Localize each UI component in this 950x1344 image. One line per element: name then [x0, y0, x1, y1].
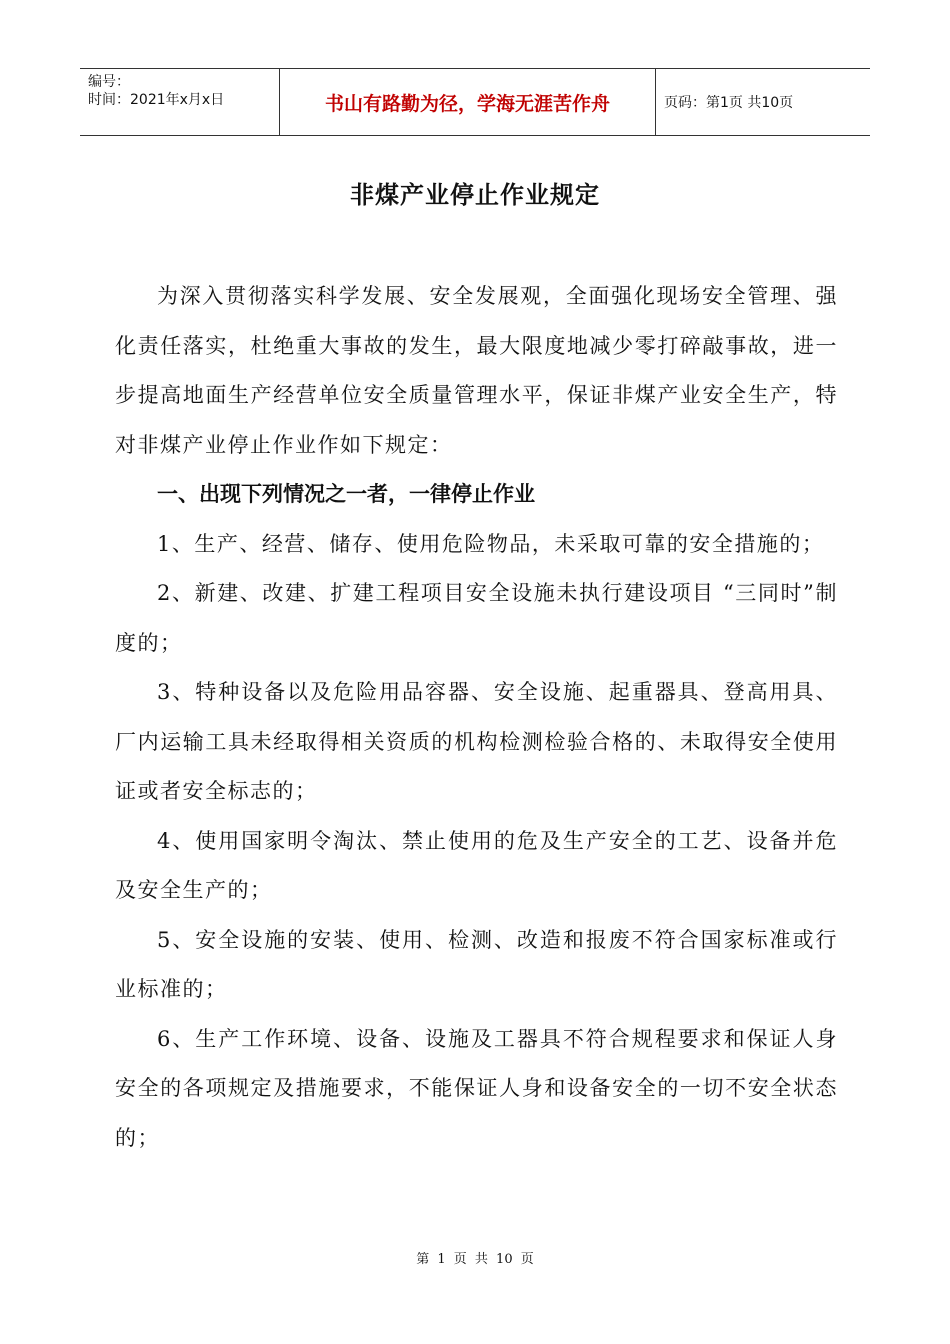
list-item: 5、安全设施的安装、使用、检测、改造和报废不符合国家标准或行业标准的；	[115, 927, 838, 1001]
document-title: 非煤产业停止作业规定	[350, 181, 600, 209]
document-header	[80, 68, 870, 136]
section-heading-1: 一、出现下列情况之一者，一律停止作业	[157, 482, 535, 506]
document-date-label: 时间：2021年x月x日	[88, 92, 225, 108]
intro-paragraph: 为深入贯彻落实科学发展、安全发展观，全面强化现场安全管理、强化责任落实，杜绝重大事故的发生，最大限度地减少零打碎敲事故，进一步提高地面生产经营单位安全质量管理水平，保证非煤产业安全生产，特对非煤产业停止作业作如下规定：	[115, 284, 838, 457]
document-number-label: 编号：	[88, 74, 130, 90]
list-item: 2、新建、改建、扩建工程项目安全设施未执行建设项目 “三同时”制度的；	[115, 581, 838, 655]
list-item: 6、生产工作环境、设备、设施及工器具不符合规程要求和保证人身安全的各项规定及措施要求，不能保证人身和设备安全的一切不安全状态的；	[115, 1026, 838, 1150]
header-motto: 书山有路勤为径，学海无涯苦作舟	[280, 69, 656, 135]
header-meta-cell	[80, 69, 280, 135]
page-footer: 第 1 页 共 10 页	[416, 1252, 534, 1267]
document-body	[115, 272, 838, 1163]
list-item: 1、生产、经营、储存、使用危险物品，未采取可靠的安全措施的；	[157, 531, 825, 556]
list-item: 4、使用国家明令淘汰、禁止使用的危及生产安全的工艺、设备并危及安全生产的；	[115, 828, 838, 902]
header-page-info: 页码：第1页 共10页	[664, 95, 794, 111]
list-item: 3、特种设备以及危险用品容器、安全设施、起重器具、登高用具、厂内运输工具未经取得相关资质的机构检测检验合格的、未取得安全使用证或者安全标志的；	[115, 680, 838, 803]
